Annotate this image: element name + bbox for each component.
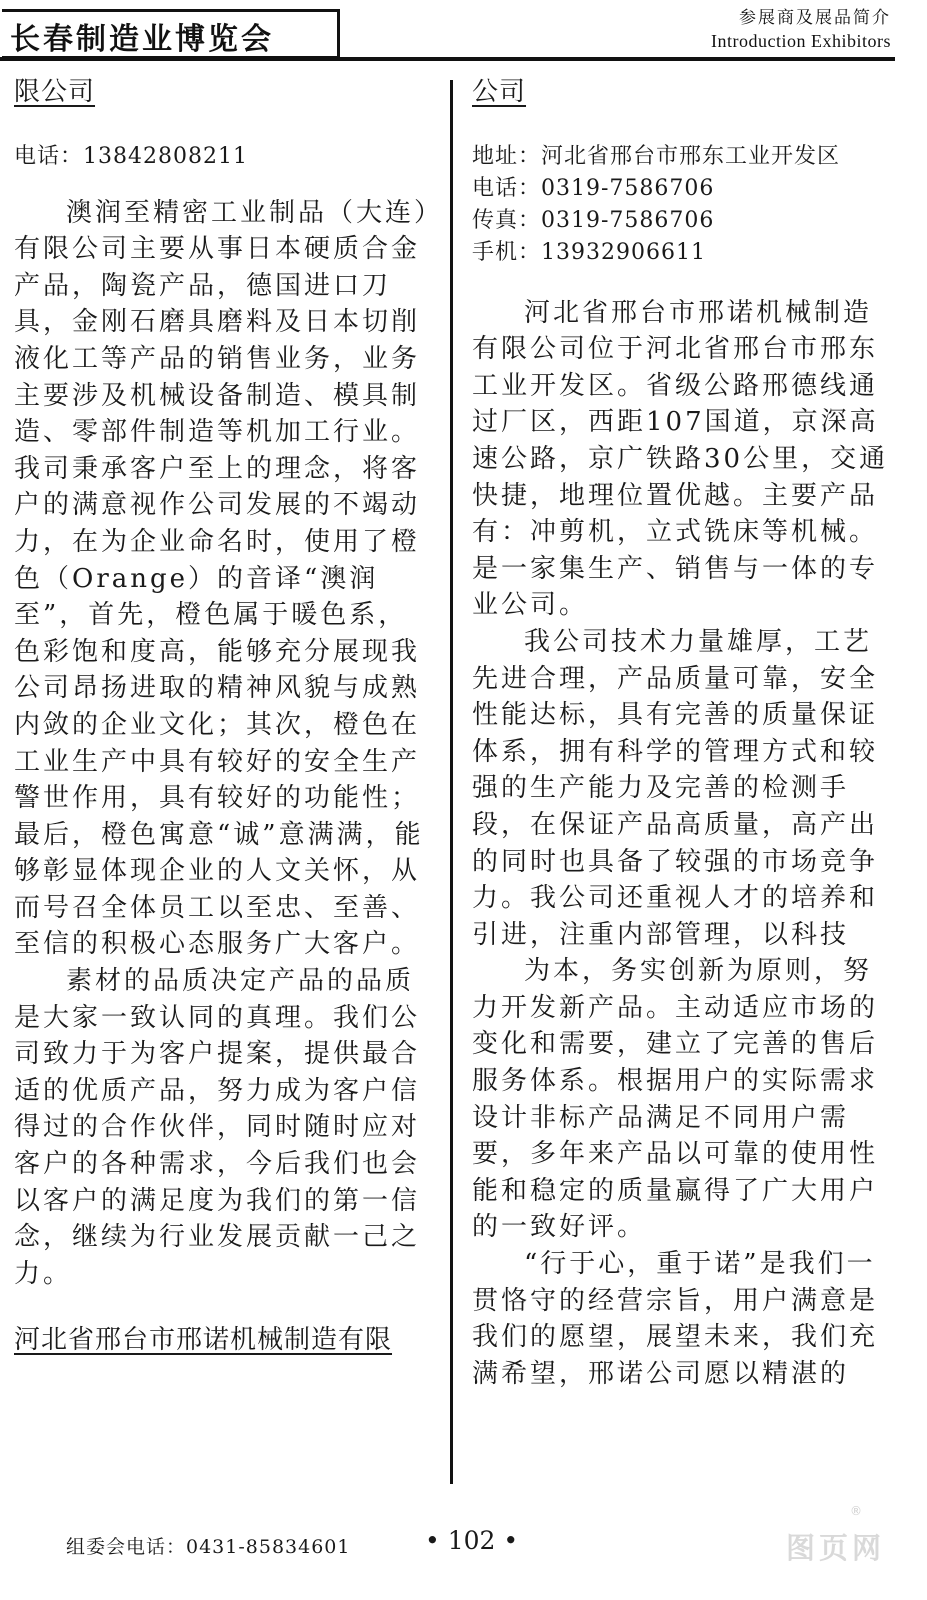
company-mobile: 手机：13932906611 [472, 239, 706, 265]
header-title: 长春制造业博览会 [10, 22, 274, 57]
company-description-paragraph: 素材的品质决定产品的品质是大家一致认同的真理。我们公司致力于为客户提案，提供最合适的优质产品，努力成为客户信得过的合作伙伴，同时随时应对客户的各种需求，今后我们也会以客户的满足度为我们的第一信念，继续为行业发展贡献一己之力。 [14, 966, 421, 1289]
company-description-paragraph: 澳润至精密工业制品（大连）有限公司主要从事日本硬质合金产品，陶瓷产品，德国进口刀具，金刚石磨具磨料及日本切削液化工等产品的销售业务，业务主要涉及机械设备制造、模具制造、零部件制造等机加工行业。我司秉承客户至上的理念，将客户的满意视作公司发展的不竭动力，在为企业命名时，使用了橙色（Orange）的音译“澳润至”，首先，橙色属于暖色系，色彩饱和度高，能够充分展现我公司昂扬进取的精神风貌与成熟内敛的企业文化；其次，橙色在工业生产中具有较好的安全生产警世作用，具有较好的功能性；最后，橙色寓意“诚”意满满，能够彰显体现企业的人文关怀，从而号召全体员工以至忠、至善、至信的积极心态服务广大客户。 [14, 197, 431, 960]
company-phone: 电话：13842808211 [14, 143, 248, 169]
company-address: 地址：河北省邢台市邢东工业开发区 [472, 143, 841, 169]
company-description-paragraph: 我公司技术力量雄厚，工艺先进合理，产品质量可靠，安全性能达标，具有完善的质量保证体系，拥有科学的管理方式和较强的生产能力及完善的检测手段，在保证产品高质量，高产出的同时也具备了较强的市场竞争力。我公司还重视人才的培养和引进，注重内部管理，以科技 [472, 626, 879, 950]
watermark-registered-mark: ® [850, 1504, 862, 1518]
company-name-continued: 公司 [472, 77, 527, 107]
page-number: • 102 • [425, 1526, 519, 1555]
company-phone: 电话：0319-7586706 [472, 175, 715, 201]
watermark: 图页网 [786, 1531, 886, 1565]
header-subtitle [711, 6, 891, 52]
company-name-continued: 限公司 [14, 77, 96, 107]
header-subtitle-en: Introduction Exhibitors [711, 31, 891, 51]
next-company-name: 河北省邢台市邢诺机械制造有限 [14, 1325, 393, 1356]
header-subtitle-cn: 参展商及展品简介 [739, 8, 891, 27]
company-description-paragraph: “行于心，重于诺”是我们一贯恪守的经营宗旨，用户满意是我们的愿望，展望未来，我们充满希望，邢诺公司愿以精湛的 [472, 1249, 879, 1389]
column-divider [450, 80, 453, 1484]
footer-phone: 组委会电话：0431-85834601 [66, 1536, 351, 1558]
company-description-paragraph: 河北省邢台市邢诺机械制造有限公司位于河北省邢台市邢东工业开发区。省级公路邢德线通过厂区，西距107国道，京深高速公路，京广铁路30公里，交通快捷，地理位置优越。主要产品有：冲剪机，立式铣床等机械。是一家集生产、销售与一体的专业公司。 [472, 297, 889, 621]
left-column [14, 74, 432, 1359]
company-description-paragraph: 为本，务实创新为原则，努力开发新产品。主动适应市场的变化和需要，建立了完善的售后服务体系。根据用户的实际需求设计非标产品满足不同用户需要，多年来产品以可靠的使用性能和稳定的质量赢得了广大用户的一致好评。 [472, 956, 879, 1243]
company-fax: 传真：0319-7586706 [472, 207, 715, 233]
right-column [472, 74, 890, 1392]
header-rule [0, 57, 895, 61]
